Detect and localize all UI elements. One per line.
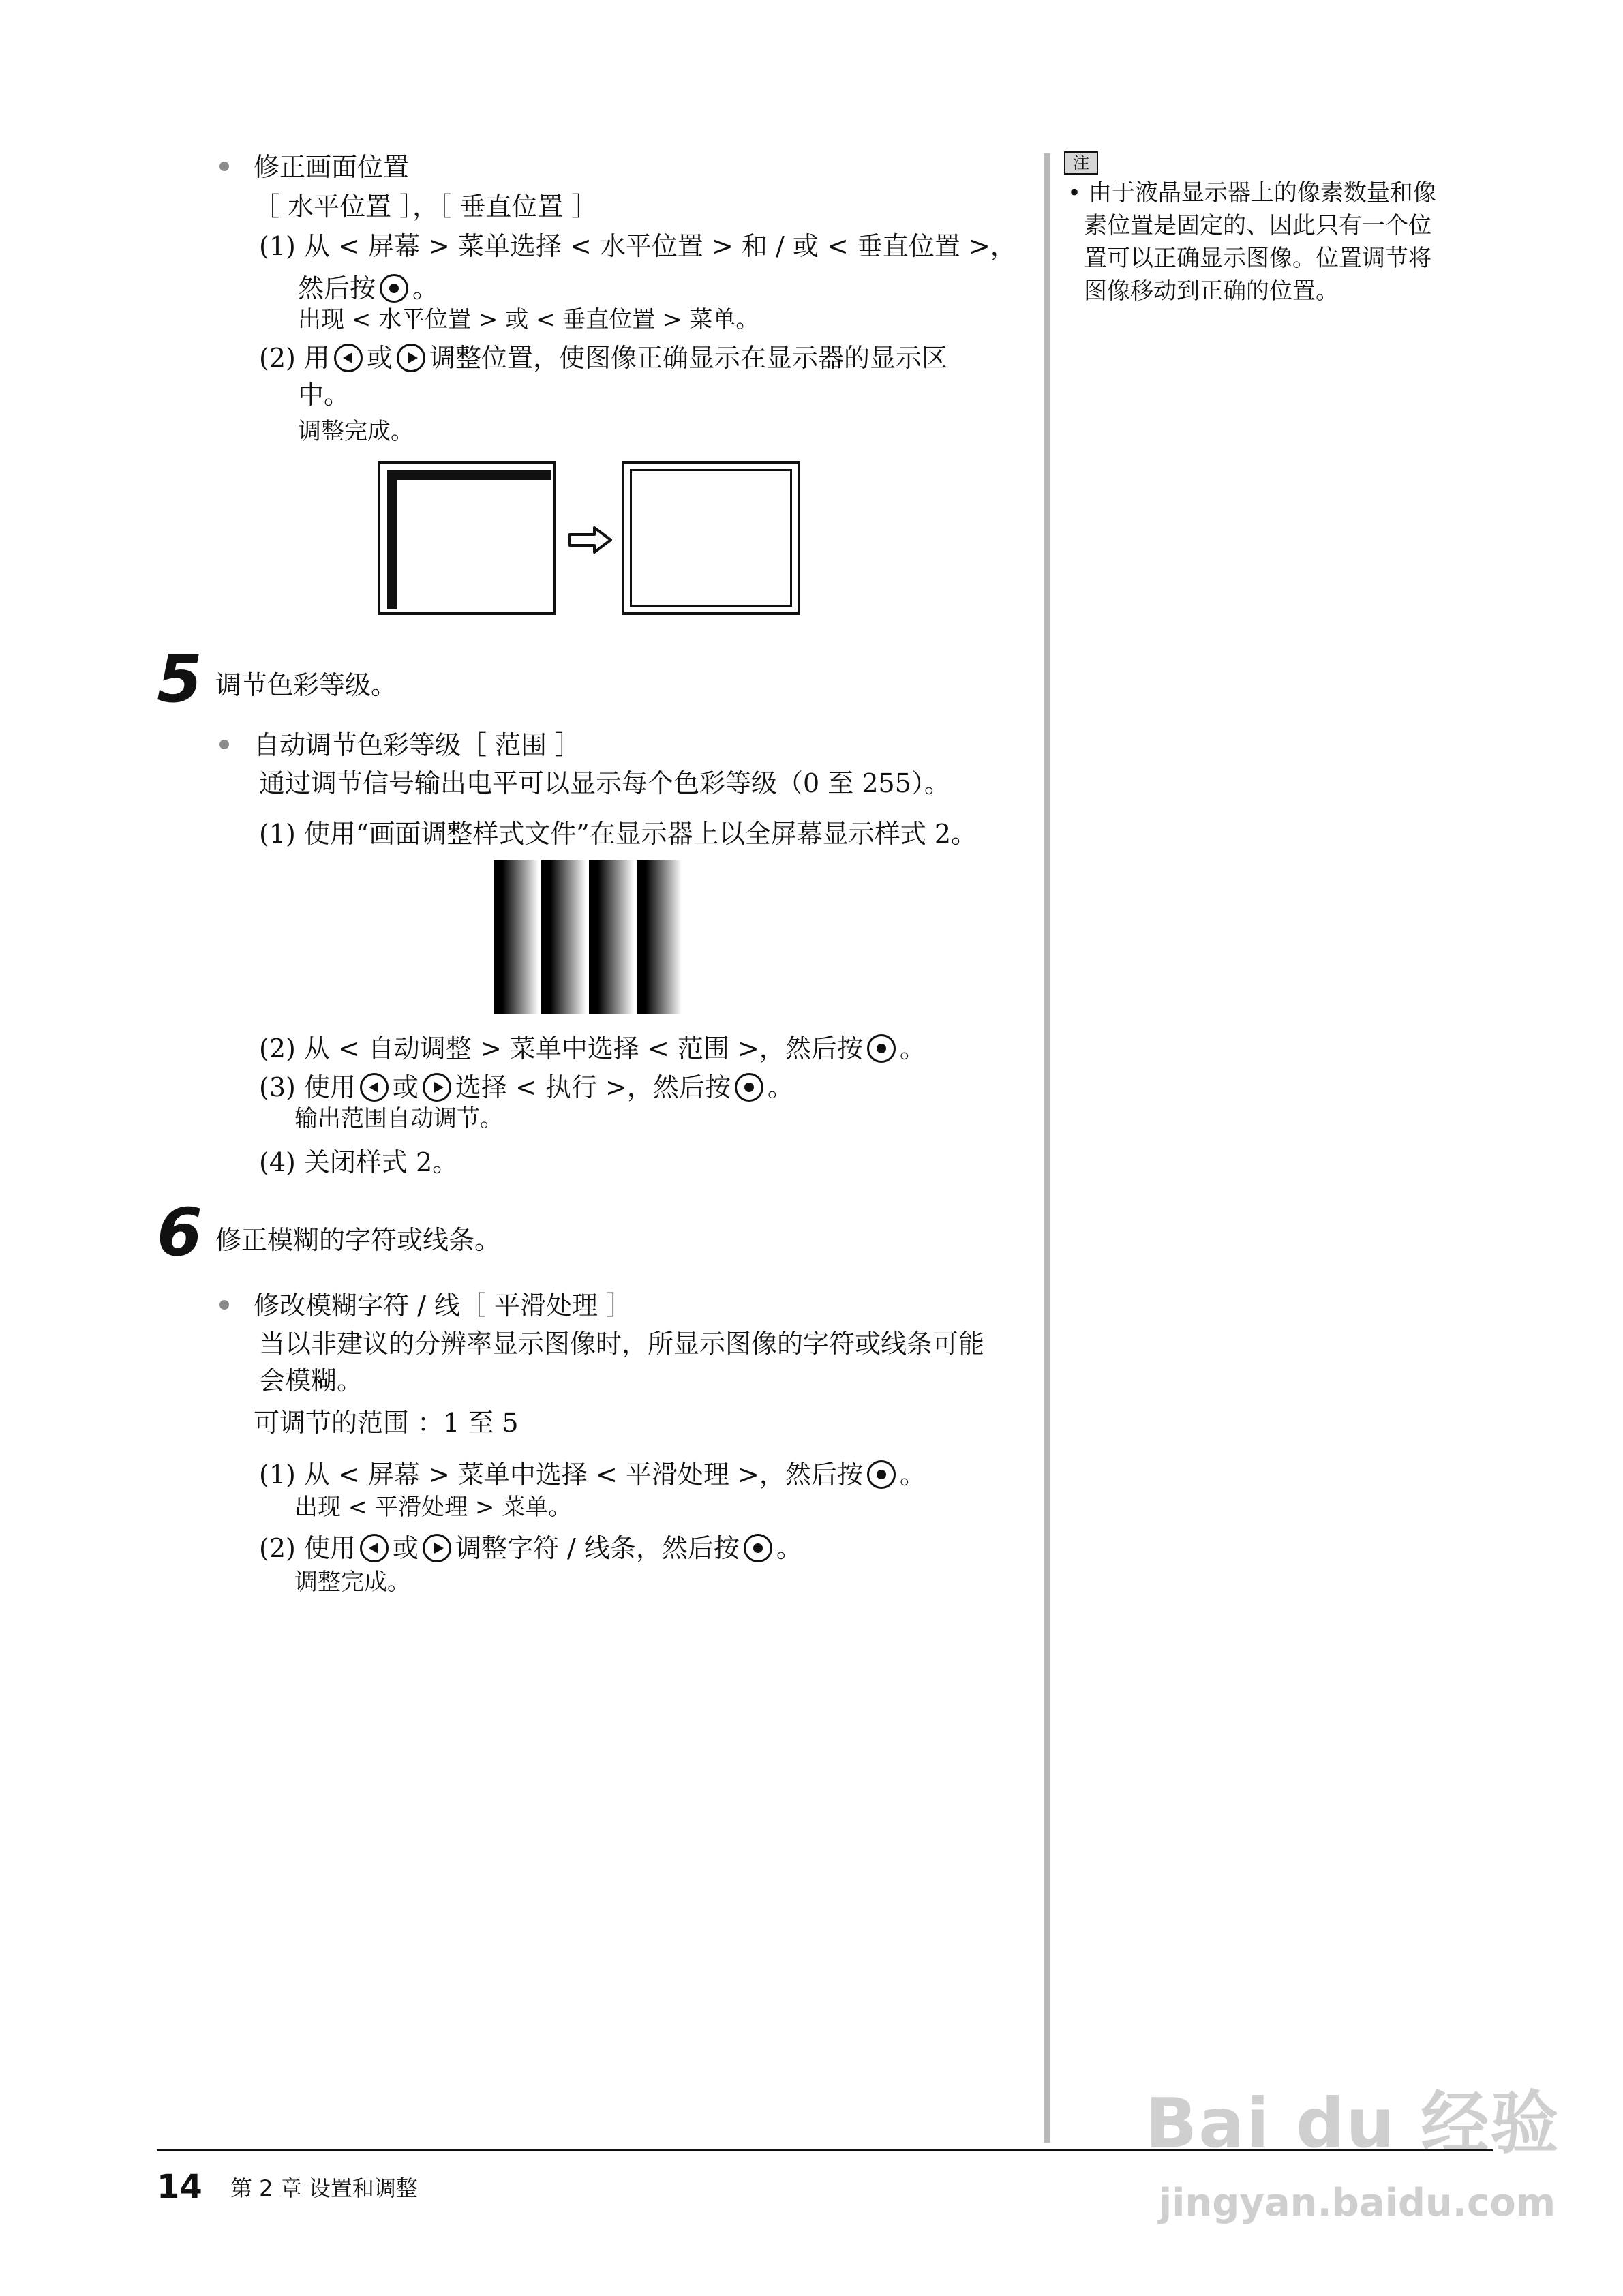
step-text: 。 <box>899 1033 926 1063</box>
misaligned-image <box>387 470 551 609</box>
bullet-color-level: 自动调节色彩等级［ 范围 ］ <box>254 730 581 760</box>
bullet-dot <box>219 162 229 171</box>
bullet-dot <box>219 1300 229 1310</box>
position-step2-line2: 中。 <box>298 380 350 410</box>
step-number-6: 6 <box>157 1194 202 1271</box>
smoothing-range: 可调节的范围 ：1 至 5 <box>254 1408 519 1438</box>
step-number-5: 5 <box>157 641 202 717</box>
color-level-desc: 通过调节信号输出电平可以显示每个色彩等级（0 至 255）。 <box>259 768 950 798</box>
smoothing-desc-line1: 当以非建议的分辨率显示图像时，所显示图像的字符或线条可能 <box>259 1329 985 1359</box>
step-text: 。 <box>776 1533 802 1563</box>
column-divider <box>1044 153 1050 2143</box>
note-line-1: • 由于液晶显示器上的像素数量和像 <box>1067 179 1436 207</box>
position-step2-result: 调整完成。 <box>298 418 414 445</box>
left-button-icon <box>334 344 363 372</box>
watermark-url: jingyan.baidu.com <box>1159 2181 1556 2225</box>
smoothing-desc-line2: 会模糊。 <box>259 1365 363 1395</box>
arrow-right-icon <box>567 525 613 555</box>
watermark-logo: Bai du 经验 <box>1145 2083 1560 2163</box>
right-button-icon <box>423 1073 451 1102</box>
left-button-icon <box>360 1073 389 1102</box>
enter-button-icon <box>867 1460 896 1489</box>
position-step1: (1) 从 < 屏幕 > 菜单选择 < 水平位置 > 和 / 或 < 垂直位置 >， <box>259 231 1016 261</box>
step-text: 。 <box>767 1072 793 1102</box>
left-button-icon <box>360 1534 389 1562</box>
gradient-bar <box>589 860 634 1014</box>
smoothing-step2-result: 调整完成。 <box>294 1569 410 1596</box>
smoothing-step2 <box>259 1532 802 1565</box>
step-text: 调整字符 / 线条，然后按 <box>455 1533 740 1563</box>
gradient-bar <box>541 860 586 1014</box>
step-text: 。 <box>899 1460 926 1490</box>
smoothing-step1-result: 出现 < 平滑处理 > 菜单。 <box>294 1494 572 1521</box>
position-step1-line2 <box>298 273 438 305</box>
note-line-2: 素位置是固定的、因此只有一个位 <box>1084 212 1431 239</box>
color-level-step1: (1) 使用“画面调整样式文件”在显示器上以全屏幕显示样式 2。 <box>259 819 977 849</box>
gradient-bar <box>494 860 539 1014</box>
page-number: 14 <box>157 2168 202 2206</box>
step-text: (2) 使用 <box>259 1533 356 1563</box>
step-text: (3) 使用 <box>259 1072 356 1102</box>
color-level-step2 <box>259 1033 926 1066</box>
color-level-step4: (4) 关闭样式 2。 <box>259 1147 459 1177</box>
step-text: 选择 < 执行 >，然后按 <box>455 1072 731 1102</box>
note-tag: 注 <box>1064 151 1098 175</box>
step-text: 调整位置，使图像正确显示在显示器的显示区 <box>429 343 947 373</box>
monitor-after <box>622 461 800 615</box>
step-text: (2) 用 <box>259 343 330 373</box>
chapter-label: 第 2 章 设置和调整 <box>230 2175 418 2201</box>
enter-button-icon <box>735 1073 763 1102</box>
step5-title: 调节色彩等级。 <box>215 670 397 700</box>
color-level-step3 <box>259 1072 793 1104</box>
bullet-correct-position: 修正画面位置 <box>254 152 410 182</box>
step-text: 或 <box>366 343 393 373</box>
right-button-icon <box>397 344 425 372</box>
step-text: 或 <box>392 1072 419 1102</box>
aligned-image <box>630 469 792 607</box>
step6-title: 修正模糊的字符或线条。 <box>215 1225 501 1255</box>
bullet-dot <box>219 740 229 749</box>
position-step2 <box>259 342 947 375</box>
step-text: 然后按 <box>298 273 376 303</box>
step-text: 或 <box>392 1533 419 1563</box>
bullet-smoothing: 修改模糊字符 / 线［ 平滑处理 ］ <box>254 1290 633 1320</box>
enter-button-icon <box>744 1534 772 1562</box>
smoothing-step1 <box>259 1459 926 1492</box>
gradient-bar <box>637 860 682 1014</box>
step-text: 。 <box>412 273 439 303</box>
monitor-before <box>378 461 556 615</box>
step-text: (1) 从 < 屏幕 > 菜单中选择 < 平滑处理 >，然后按 <box>259 1460 863 1490</box>
enter-button-icon <box>867 1034 896 1063</box>
position-step1-result: 出现 < 水平位置 > 或 < 垂直位置 > 菜单。 <box>298 306 759 333</box>
note-line-4: 图像移动到正确的位置。 <box>1084 277 1339 305</box>
step-text: (2) 从 < 自动调整 > 菜单中选择 < 范围 >，然后按 <box>259 1033 863 1063</box>
note-line-3: 置可以正确显示图像。位置调节将 <box>1084 245 1431 272</box>
enter-button-icon <box>380 274 408 303</box>
color-level-step3-result: 输出范围自动调节。 <box>294 1105 503 1132</box>
setting-horizontal-vertical: ［ 水平位置 ］，［ 垂直位置 ］ <box>254 192 598 222</box>
right-button-icon <box>423 1534 451 1562</box>
